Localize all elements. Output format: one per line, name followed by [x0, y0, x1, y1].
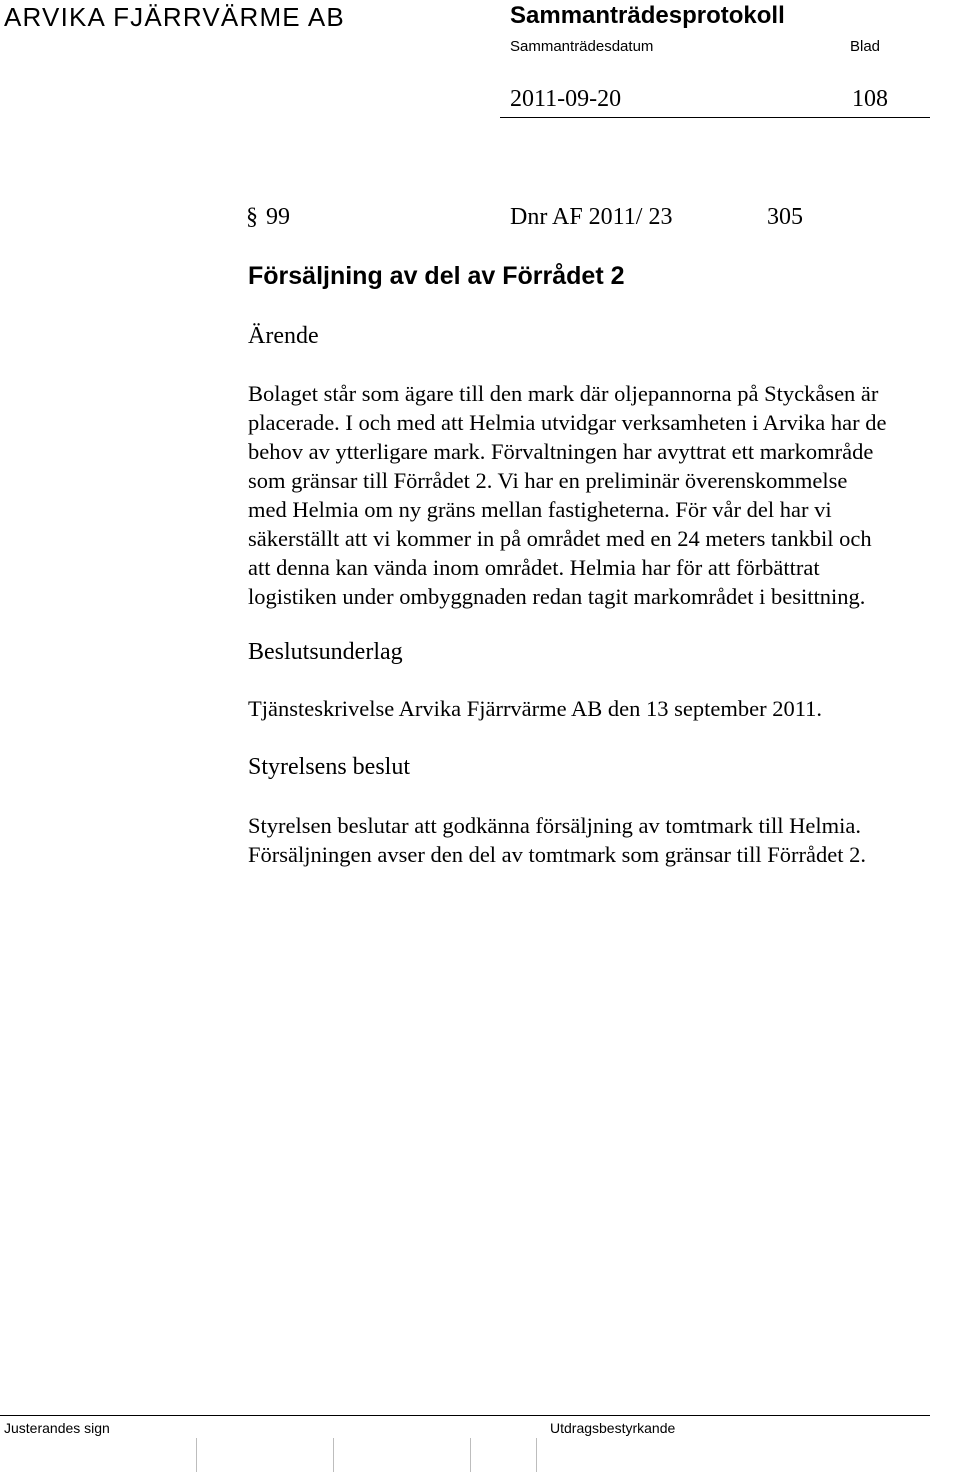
paragraph-symbol: §: [246, 204, 258, 230]
beslut-line: Styrelsen beslutar att godkänna försäljning av tomtmark till Helmia.: [248, 813, 861, 838]
utdragsbestyrkande-label: Utdragsbestyrkande: [550, 1420, 676, 1436]
footer-divider: [0, 1415, 930, 1416]
paragraph-number: 99: [266, 204, 290, 230]
arende-line: placerade. I och med att Helmia utvidgar verksamheten i Arvika har de: [248, 410, 887, 435]
meeting-date-label: Sammanträdesdatum: [510, 38, 654, 55]
header-divider: [500, 117, 930, 118]
document-type-title: Sammanträdesprotokoll: [510, 2, 785, 29]
beslutsunderlag-text: Tjänsteskrivelse Arvika Fjärrvärme AB den 13 september 2011.: [248, 696, 823, 721]
page-label: Blad: [850, 38, 881, 55]
signature-box-divider: [333, 1438, 334, 1472]
beslut-heading: Styrelsens beslut: [248, 754, 410, 780]
beslut-line: Försäljningen avser den del av tomtmark som gränsar till Förrådet 2.: [248, 842, 866, 867]
arende-line: Bolaget står som ägare till den mark där oljepannorna på Styckåsen är: [248, 381, 879, 406]
section-title: Försäljning av del av Förrådet 2: [248, 262, 625, 290]
signature-box-divider: [196, 1438, 197, 1472]
diary-number: Dnr AF 2011/ 23: [510, 204, 673, 230]
arende-line: med Helmia om ny gräns mellan fastigheterna. För vår del har vi: [248, 497, 832, 522]
beslut-body: [248, 811, 866, 869]
arende-line: logistiken under ombyggnaden redan tagit markområdet i besittning.: [248, 584, 866, 609]
justerandes-sign-label: Justerandes sign: [4, 1420, 110, 1436]
arende-heading: Ärende: [248, 323, 319, 349]
arende-line: som gränsar till Förrådet 2. Vi har en preliminär överenskommelse: [248, 468, 848, 493]
arende-body: [248, 379, 948, 611]
signature-box-divider: [470, 1438, 471, 1472]
arende-line: säkerställt att vi kommer in på området med en 24 meters tankbil och: [248, 526, 872, 551]
page-number: 108: [852, 86, 888, 112]
arende-line: att denna kan vända inom området. Helmia har för att förbättrat: [248, 555, 820, 580]
beslutsunderlag-heading: Beslutsunderlag: [248, 639, 403, 665]
signature-box-divider: [536, 1438, 537, 1472]
arende-line: behov av ytterligare mark. Förvaltningen har avyttrat ett markområde: [248, 439, 874, 464]
organization-name: ARVIKA FJÄRRVÄRME AB: [4, 2, 345, 32]
meeting-date: 2011-09-20: [510, 86, 622, 112]
diary-code: 305: [767, 204, 803, 230]
